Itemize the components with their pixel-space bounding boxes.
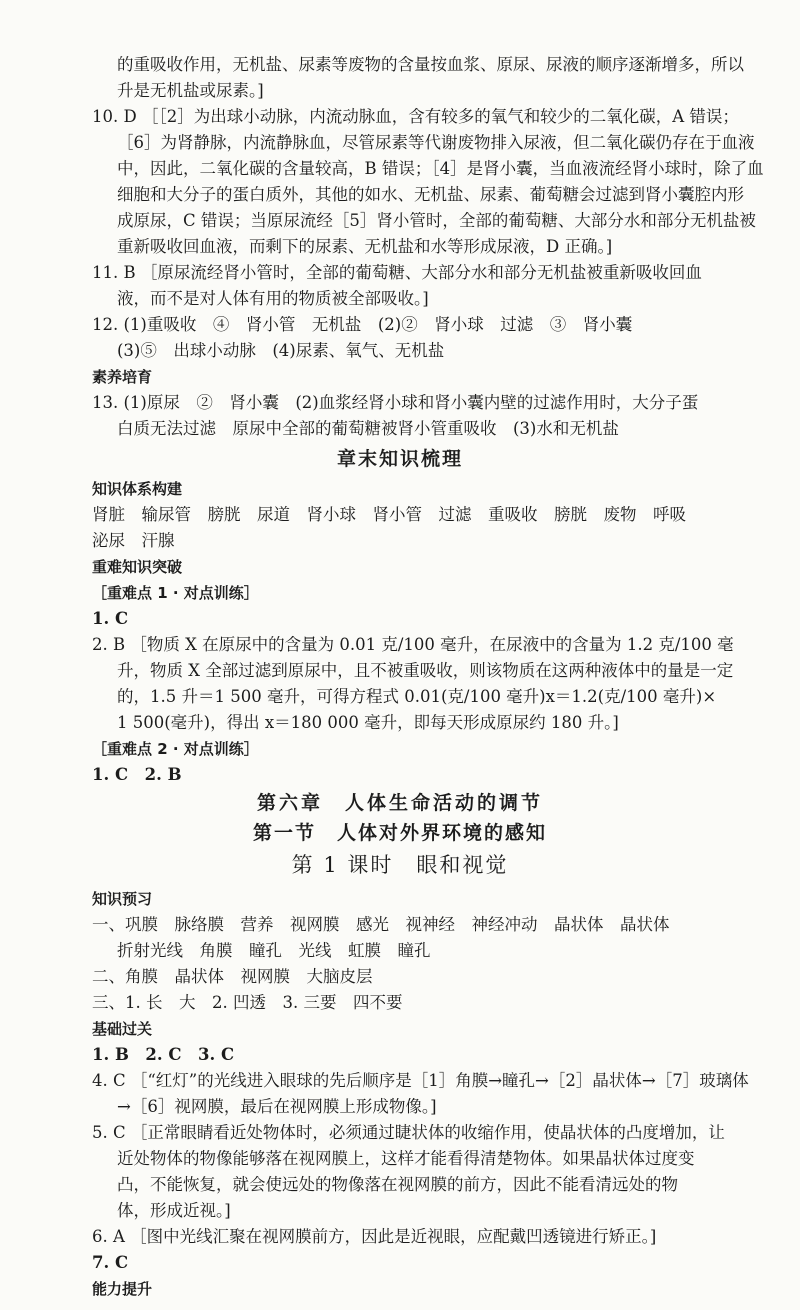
text-line: 中，因此，二氧化碳的含量较高，B 错误；［4］是肾小囊，当血液流经肾小球时，除了血	[117, 159, 764, 178]
section-heading: 基础过关	[92, 1020, 153, 1038]
subsection-heading: ［重难点 1 · 对点训练］	[92, 584, 259, 602]
text-line: 一、巩膜 脉络膜 营养 视网膜 感光 视神经 神经冲动 晶状体 晶状体	[92, 915, 670, 934]
answer-6: 6. A ［图中光线汇聚在视网膜前方，因此是近视眼，应配戴凹透镜进行矫正。]	[92, 1227, 657, 1246]
text-line: 凸，不能恢复，就会使远处的物像落在视网膜的前方，因此不能看清远处的物	[117, 1175, 678, 1194]
text-line: (3)⑤ 出球小动脉 (4)尿素、氧气、无机盐	[117, 341, 445, 360]
answer-line: 1. B 2. C 3. C	[92, 1045, 235, 1064]
text-line: 白质无法过滤 原尿中全部的葡萄糖被肾小管重吸收 (3)水和无机盐	[117, 419, 619, 438]
text-line: 的，1.5 升＝1 500 毫升，可得方程式 0.01(克/100 毫升)x＝1.2(克/100 毫升)×	[117, 687, 717, 706]
text-line: 升，物质 X 全部过滤到原尿中，且不被重吸收，则该物质在这两种液体中的量是一定	[117, 661, 734, 680]
text-line: →［6］视网膜，最后在视网膜上形成物像。]	[117, 1097, 437, 1116]
answer-10: 10. D ［［2］为出球小动脉，内流动脉血，含有较多的氧气和较少的二氧化碳，A 错误；	[92, 107, 739, 126]
section-heading: 知识体系构建	[92, 480, 183, 498]
text-line: 的重吸收作用，无机盐、尿素等废物的含量按血浆、原尿、尿液的顺序逐渐增多，所以	[117, 55, 744, 74]
text-line: ［6］为肾静脉，内流静脉血，尽管尿素等代谢废物排入尿液，但二氧化碳仍存在于血液	[117, 133, 755, 152]
text-line: 1 500(毫升)，得出 x＝180 000 毫升，即每天形成原尿约 180 升。]	[117, 713, 619, 732]
text-line: 肾脏 输尿管 膀胱 尿道 肾小球 肾小管 过滤 重吸收 膀胱 废物 呼吸	[92, 505, 686, 524]
lesson-title: 第 1 课时 眼和视觉	[291, 853, 509, 877]
text-line: 体，形成近视。]	[117, 1201, 231, 1220]
text-line: 细胞和大分子的蛋白质外，其他的如水、无机盐、尿素、葡萄糖会过滤到肾小囊腔内形	[117, 185, 744, 204]
text-line: 三、1. 长 大 2. 凹透 3. 三要 四不要	[92, 993, 403, 1012]
subsection-heading: ［重难点 2 · 对点训练］	[92, 740, 259, 758]
text-line: 泌尿 汗腺	[92, 531, 175, 550]
answer-4: 4. C ［“红灯”的光线进入眼球的先后顺序是［1］角膜→瞳孔→［2］晶状体→［7］玻璃体	[92, 1071, 749, 1090]
answer-5: 5. C ［正常眼睛看近处物体时，必须通过睫状体的收缩作用，使晶状体的凸度增加，让	[92, 1123, 725, 1142]
section-heading: 素养培育	[92, 368, 153, 386]
answer-7: 7. C	[92, 1253, 129, 1272]
answer-1: 1. C	[92, 609, 129, 628]
text-line: 升是无机盐或尿素。]	[117, 81, 264, 100]
section-heading: 知识预习	[92, 890, 153, 908]
answer-12: 12. (1)重吸收 ④ 肾小管 无机盐 (2)② 肾小球 过滤 ③ 肾小囊	[92, 315, 633, 334]
text-line: 近处物体的物像能够落在视网膜上，这样才能看得清楚物体。如果晶状体过度变	[117, 1149, 695, 1168]
section-title: 第一节 人体对外界环境的感知	[252, 822, 547, 844]
chapter-summary-title: 章末知识梳理	[336, 448, 463, 470]
text-line: 重新吸收回血液，而剩下的尿素、无机盐和水等形成尿液，D 正确。]	[117, 237, 613, 256]
text-line: 二、角膜 晶状体 视网膜 大脑皮层	[92, 967, 373, 986]
answer-2: 2. B ［物质 X 在原尿中的含量为 0.01 克/100 毫升，在尿液中的含量为 1.2 克/100 毫	[92, 635, 734, 654]
text-line: 成原尿，C 错误；当原尿流经［5］肾小管时，全部的葡萄糖、大部分水和部分无机盐被	[117, 211, 756, 230]
answer-13: 13. (1)原尿 ② 肾小囊 (2)血浆经肾小球和肾小囊内壁的过滤作用时，大分子蛋	[92, 393, 699, 412]
section-heading: 重难知识突破	[92, 558, 183, 576]
text-line: 折射光线 角膜 瞳孔 光线 虹膜 瞳孔	[117, 941, 431, 960]
answer-line: 1. C 2. B	[92, 765, 182, 784]
chapter-title: 第六章 人体生命活动的调节	[256, 792, 543, 814]
answer-11: 11. B ［原尿流经肾小管时，全部的葡萄糖、大部分水和部分无机盐被重新吸收回血	[92, 263, 702, 282]
section-heading: 能力提升	[92, 1280, 153, 1298]
text-line: 液，而不是对人体有用的物质被全部吸收。]	[117, 289, 429, 308]
